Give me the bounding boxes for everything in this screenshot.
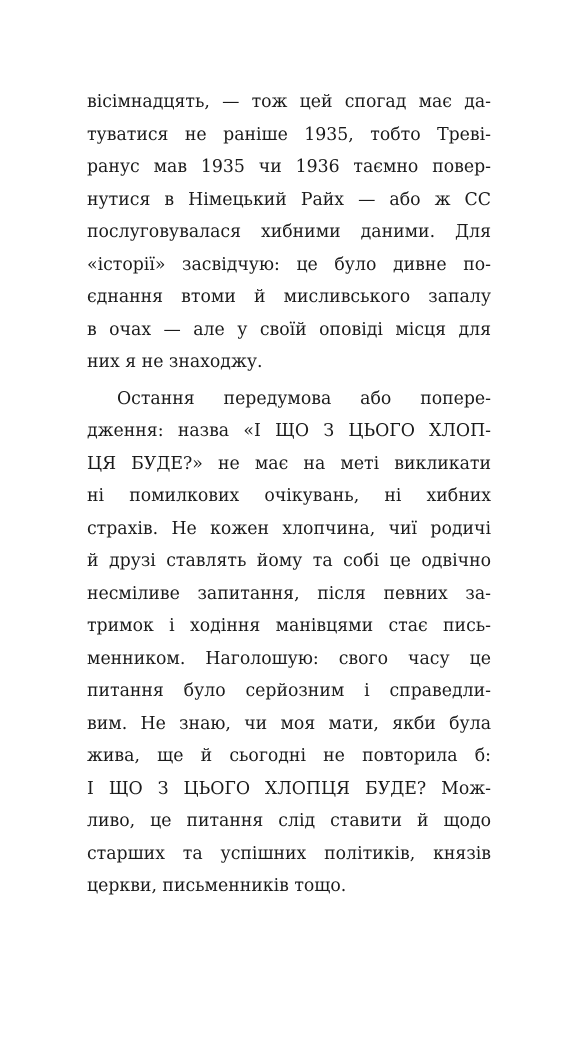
text-line: І ЩО З ЦЬОГО ХЛОПЦЯ БУДЕ? Мож- (87, 778, 491, 799)
text-line: вим. Не знаю, чи моя мати, якби була (87, 713, 491, 734)
text-line: них я не знаходжу. (87, 352, 263, 372)
text-line: менником. Наголошую: свого часу це (87, 648, 491, 669)
text-line: «історії» засвідчую: це було дивне по- (87, 254, 491, 275)
text-line: ЦЯ БУДЕ?» не має на меті викликати (87, 453, 491, 474)
body-text (87, 86, 491, 903)
text-line: послуговувалася хибними даними. Для (87, 222, 491, 242)
text-line: єднання втоми й мисливського запалу (87, 287, 491, 307)
text-line: церкви, письменників тощо. (87, 876, 347, 896)
text-line: ні помилкових очікувань, ні хибних (87, 486, 491, 506)
text-line: й друзі ставлять йому та собі це одвічно (87, 551, 491, 571)
text-line: дження: назва «І ЩО З ЦЬОГО ХЛОП- (87, 421, 491, 441)
paragraph (87, 383, 491, 903)
text-line: жива, ще й сьогодні не повторила б: (87, 746, 491, 766)
text-line: нутися в Німецький Райх — або ж СС (87, 189, 491, 210)
text-line: несміливе запитання, після певних за- (87, 583, 491, 604)
text-line: вісімнадцять, — тож цей спогад має да- (87, 92, 491, 112)
text-line: старших та успішних політиків, князів (87, 843, 491, 864)
paragraph (87, 86, 491, 379)
text-line: питання було серйозним і справедли- (87, 681, 491, 701)
text-line: ранус мав 1935 чи 1936 таємно повер- (87, 157, 491, 177)
text-line: ливо, це питання слід ставити й щодо (87, 811, 491, 831)
text-line: в очах — але у своїй оповіді місця для (87, 319, 491, 340)
text-line: страхів. Не кожен хлопчина, чиї родичі (87, 518, 491, 539)
text-line: туватися не раніше 1935, тобто Треві- (87, 124, 491, 145)
text-line: Остання передумова або попере- (117, 388, 491, 409)
text-line: тримок і ходіння манівцями стає пись- (87, 616, 491, 636)
